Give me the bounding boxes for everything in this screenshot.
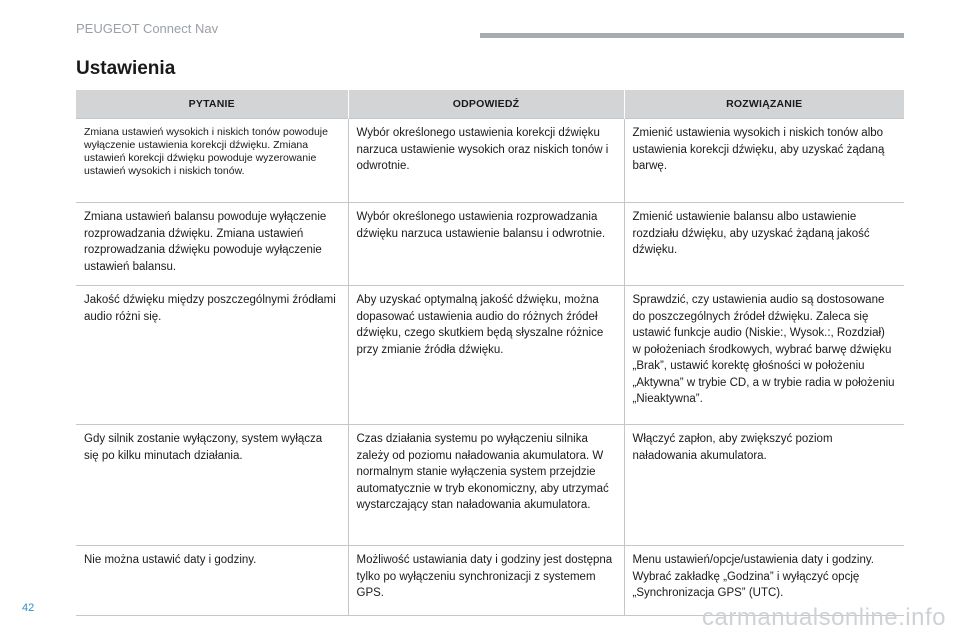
table-row [76,119,904,203]
question-cell: Zmiana ustawień wysokich i niskich tonów powoduje wyłączenie ustawienia korekcji dźwięku. Zmiana ustawień korekcji dźwięku powoduje wyzerowanie ustawień wysokich i niskich tonów. [76,119,348,203]
column-header-question: PYTANIE [76,90,348,119]
answer-cell: Wybór określonego ustawienia rozprowadzania dźwięku narzuca ustawienie balansu i odwrotnie. [348,203,624,286]
table-row [76,425,904,546]
answer-cell: Aby uzyskać optymalną jakość dźwięku, można dopasować ustawienia audio do różnych źródeł dźwięku, czego skutkiem będą słyszalne różnice przy zmianie źródła dźwięku. [348,286,624,425]
solution-cell: Włączyć zapłon, aby zwiększyć poziom naładowania akumulatora. [624,425,904,546]
column-header-solution: ROZWIĄZANIE [624,90,904,119]
page-number: 42 [22,602,35,614]
page-heading: Ustawienia [76,58,176,79]
troubleshooting-table [76,90,904,616]
question-cell: Gdy silnik zostanie wyłączony, system wyłącza się po kilku minutach działania. [76,425,348,546]
solution-cell: Menu ustawień/opcje/ustawienia daty i godziny. Wybrać zakładkę „Godzina” i wyłączyć opcję „Synchronizacja GPS” (UTC). [624,546,904,616]
answer-cell: Wybór określonego ustawienia korekcji dźwięku narzuca ustawienie wysokich oraz niskich tonów i odwrotnie. [348,119,624,203]
table-header-row [76,90,904,119]
table-row [76,203,904,286]
header-title: PEUGEOT Connect Nav [76,21,219,36]
question-cell: Zmiana ustawień balansu powoduje wyłączenie rozprowadzania dźwięku. Zmiana ustawień rozprowadzania dźwięku powoduje wyłączenie ustawień balansu. [76,203,348,286]
watermark: carmanualsonline.info [702,604,946,631]
answer-cell: Możliwość ustawiania daty i godziny jest dostępna tylko po wyłączeniu synchronizacji z systemem GPS. [348,546,624,616]
solution-cell: Zmienić ustawienie balansu albo ustawienie rozdziału dźwięku, aby uzyskać żądaną jakość dźwięku. [624,203,904,286]
solution-cell: Zmienić ustawienia wysokich i niskich tonów albo ustawienia korekcji dźwięku, aby uzyskać żądaną barwę. [624,119,904,203]
answer-cell: Czas działania systemu po wyłączeniu silnika zależy od poziomu naładowania akumulatora. W normalnym stanie wyłączenia system przejdzie automatycznie w tryb ekonomiczny, aby utrzymać wystarczający stan naładowania akumulatora. [348,425,624,546]
table-row [76,286,904,425]
column-header-answer: ODPOWIEDŹ [348,90,624,119]
question-cell: Nie można ustawić daty i godziny. [76,546,348,616]
header-bar [480,33,904,38]
solution-cell: Sprawdzić, czy ustawienia audio są dostosowane do poszczególnych źródeł dźwięku. Zaleca się ustawić funkcje audio (Niskie:, Wysok.:, Rozdział) w położeniach środkowych, wybrać barwę dźwięku „Brak”, ustawić korektę głośności w położeniu „Aktywna” w trybie CD, a w trybie radia w położeniu „Nieaktywna”. [624,286,904,425]
question-cell: Jakość dźwięku między poszczególnymi źródłami audio różni się. [76,286,348,425]
